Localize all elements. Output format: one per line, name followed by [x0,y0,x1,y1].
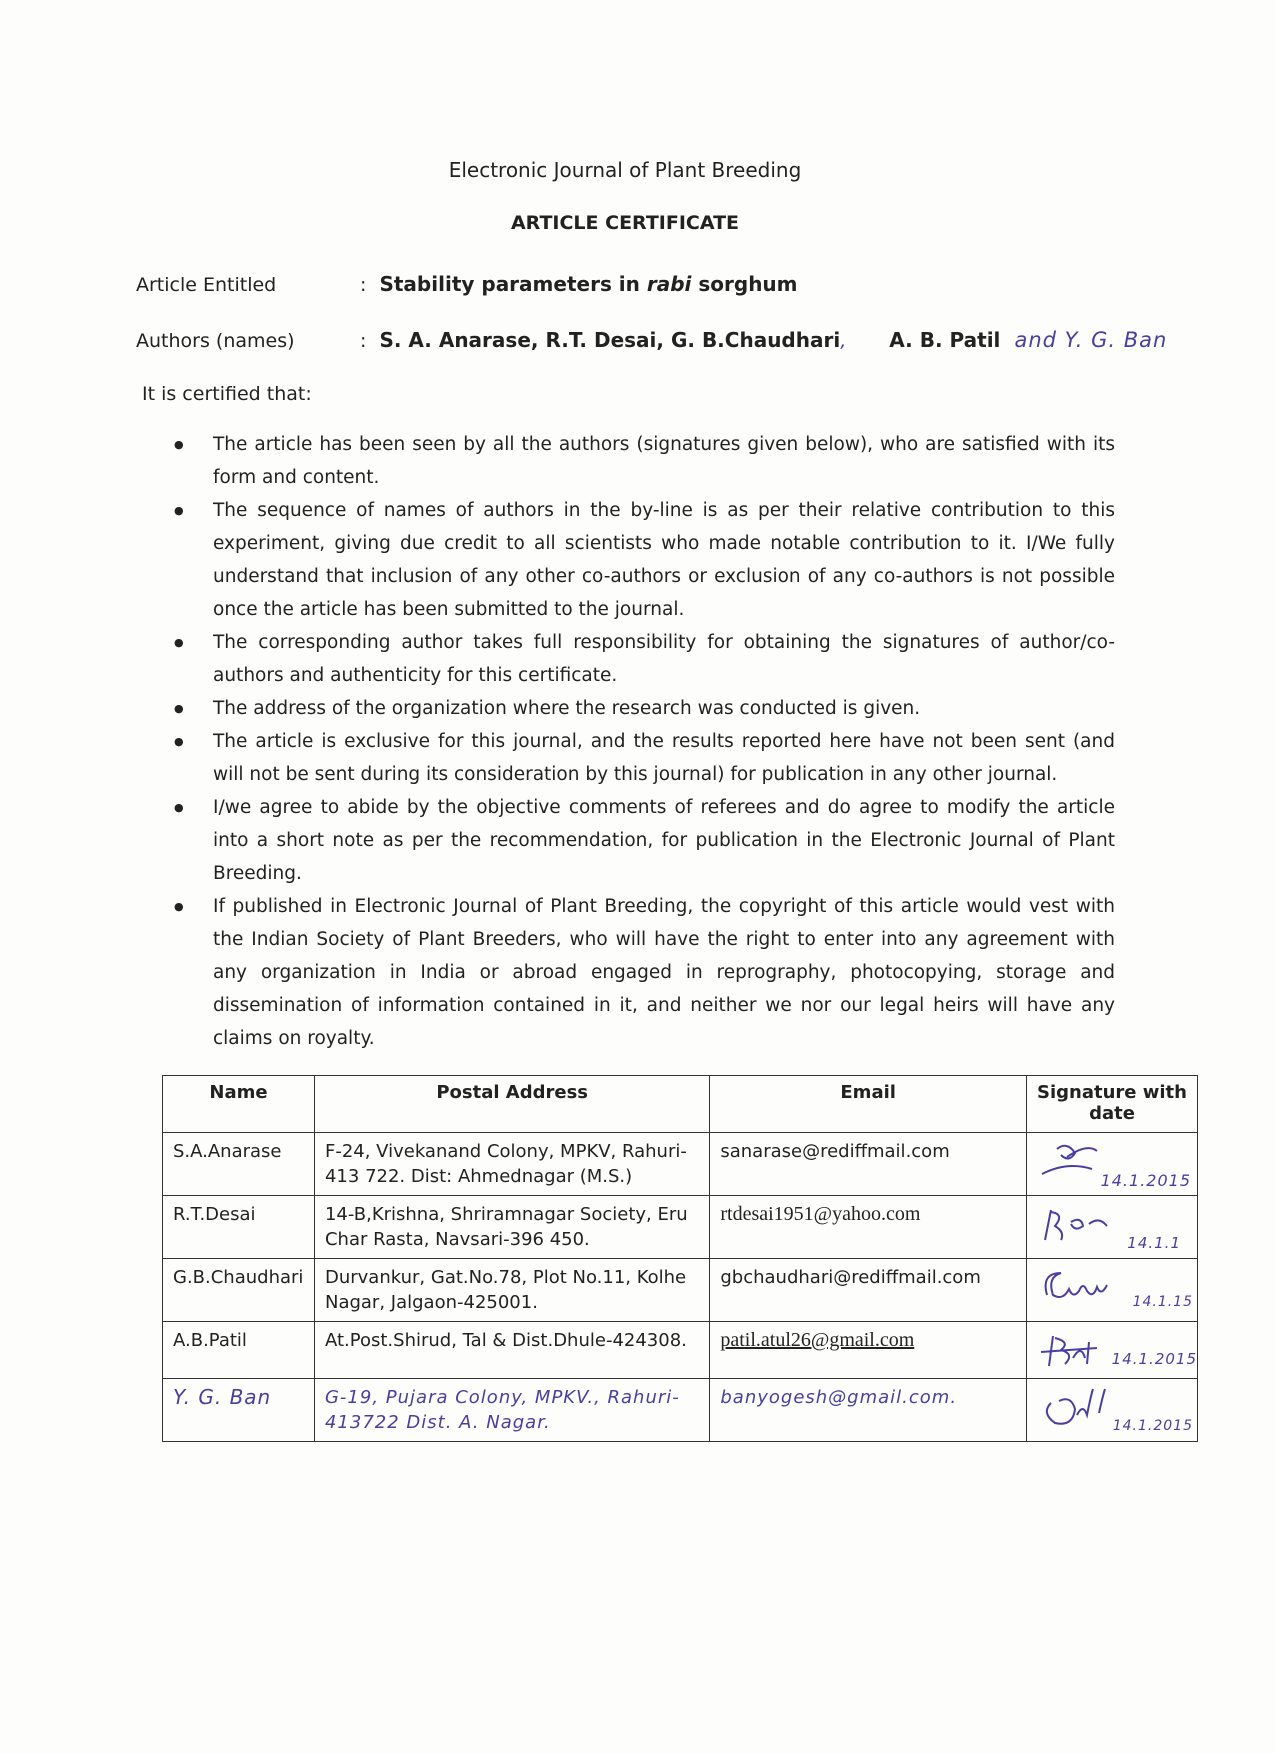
author-signature [1026,1379,1197,1442]
table-row [163,1322,1198,1379]
header-email: Email [710,1076,1027,1133]
author-email: patil.atul26@gmail.com [710,1322,1027,1379]
authors-printed: S. A. Anarase, R.T. Desai, G. B.Chaudhari [379,328,841,352]
author-signature [1026,1196,1197,1259]
author-name: Y. G. Ban [163,1379,315,1442]
point-item: ● The corresponding author takes full responsibility for obtaining the signatures of author/co-authors and authenticity for this certificate. [170,626,1115,692]
author-name: S.A.Anarase [163,1133,315,1196]
table-row [163,1379,1198,1442]
header-signature: Signature with date [1026,1076,1197,1133]
certified-intro: It is certified that: [142,383,312,405]
article-title-row [136,272,798,296]
signature-date: 14.1.2015 [1111,1350,1197,1368]
authors-table [162,1075,1198,1442]
article-separator: : [360,274,367,296]
point-item: ● If published in Electronic Journal of Plant Breeding, the copyright of this article would vest with the Indian Society of Plant Breeders, who will have the right to enter into any agreement with any organization in India or abroad engaged in reprography, photocopying, storage and dissemination of information contained in it, and neither we nor our legal heirs will have any claims on royalty. [170,890,1115,1055]
table-row [163,1196,1198,1259]
header-postal-address: Postal Address [314,1076,709,1133]
authors-handwritten-addition: and Y. G. Ban [1014,328,1168,352]
author-signature [1026,1133,1197,1196]
author-name: A.B.Patil [163,1322,315,1379]
point-item: ● The sequence of names of authors in the by-line is as per their relative contribution to this experiment, giving due credit to all scientists who made notable contribution to it. I/We fully understand that inclusion of any other co-authors or exclusion of any co-authors is not possible once the article has been submitted to the journal. [170,494,1115,626]
point-item: ● I/we agree to abide by the objective comments of referees and do agree to modify the article into a short note as per the recommendation, for publication in the Electronic Journal of Plant Breeding. [170,791,1115,890]
signature-date: 14.1.2015 [1100,1171,1191,1190]
authors-label: Authors (names) [136,330,295,352]
article-label: Article Entitled [136,274,277,296]
table-row [163,1259,1198,1322]
author-address: F-24, Vivekanand Colony, MPKV, Rahuri-413 722. Dist: Ahmednagar (M.S.) [314,1133,709,1196]
point-item: ● The article is exclusive for this journal, and the results reported here have not been sent (and will not be sent during its consideration by this journal) for publication in any other journal. [170,725,1115,791]
author-address: G-19, Pujara Colony, MPKV., Rahuri-413722 Dist. A. Nagar. [314,1379,709,1442]
author-email: banyogesh@gmail.com. [710,1379,1027,1442]
journal-name: Electronic Journal of Plant Breeding [448,158,802,182]
authors-separator: : [360,330,367,352]
header-name: Name [163,1076,315,1133]
author-email: sanarase@rediffmail.com [710,1133,1027,1196]
author-name: R.T.Desai [163,1196,315,1259]
point-item: ● The article has been seen by all the authors (signatures given below), who are satisfied with its form and content. [170,428,1115,494]
author-email: gbchaudhari@rediffmail.com [710,1259,1027,1322]
authors-row [136,328,1167,352]
authors-printed-last: A. B. Patil [889,328,1001,352]
author-signature [1026,1322,1197,1379]
author-address: Durvankur, Gat.No.78, Plot No.11, Kolhe Nagar, Jalgaon-425001. [314,1259,709,1322]
article-title: Stability parameters in rabi sorghum [379,272,798,296]
table-row [163,1133,1198,1196]
authors-handwritten-comma: , [840,330,848,352]
signature-date: 14.1.15 [1132,1294,1193,1310]
signature-date: 14.1.1 [1127,1234,1181,1252]
author-name: G.B.Chaudhari [163,1259,315,1322]
signature-date: 14.1.2015 [1112,1418,1193,1434]
author-address: 14-B,Krishna, Shriramnagar Society, Eru Char Rasta, Navsari-396 450. [314,1196,709,1259]
certificate-title: ARTICLE CERTIFICATE [510,212,740,234]
author-address: At.Post.Shirud, Tal & Dist.Dhule-424308. [314,1322,709,1379]
author-email: rtdesai1951@yahoo.com [710,1196,1027,1259]
certification-points [170,428,1115,1055]
author-signature [1026,1259,1197,1322]
table-header-row [163,1076,1198,1133]
point-item: ● The address of the organization where the research was conducted is given. [170,692,1115,725]
